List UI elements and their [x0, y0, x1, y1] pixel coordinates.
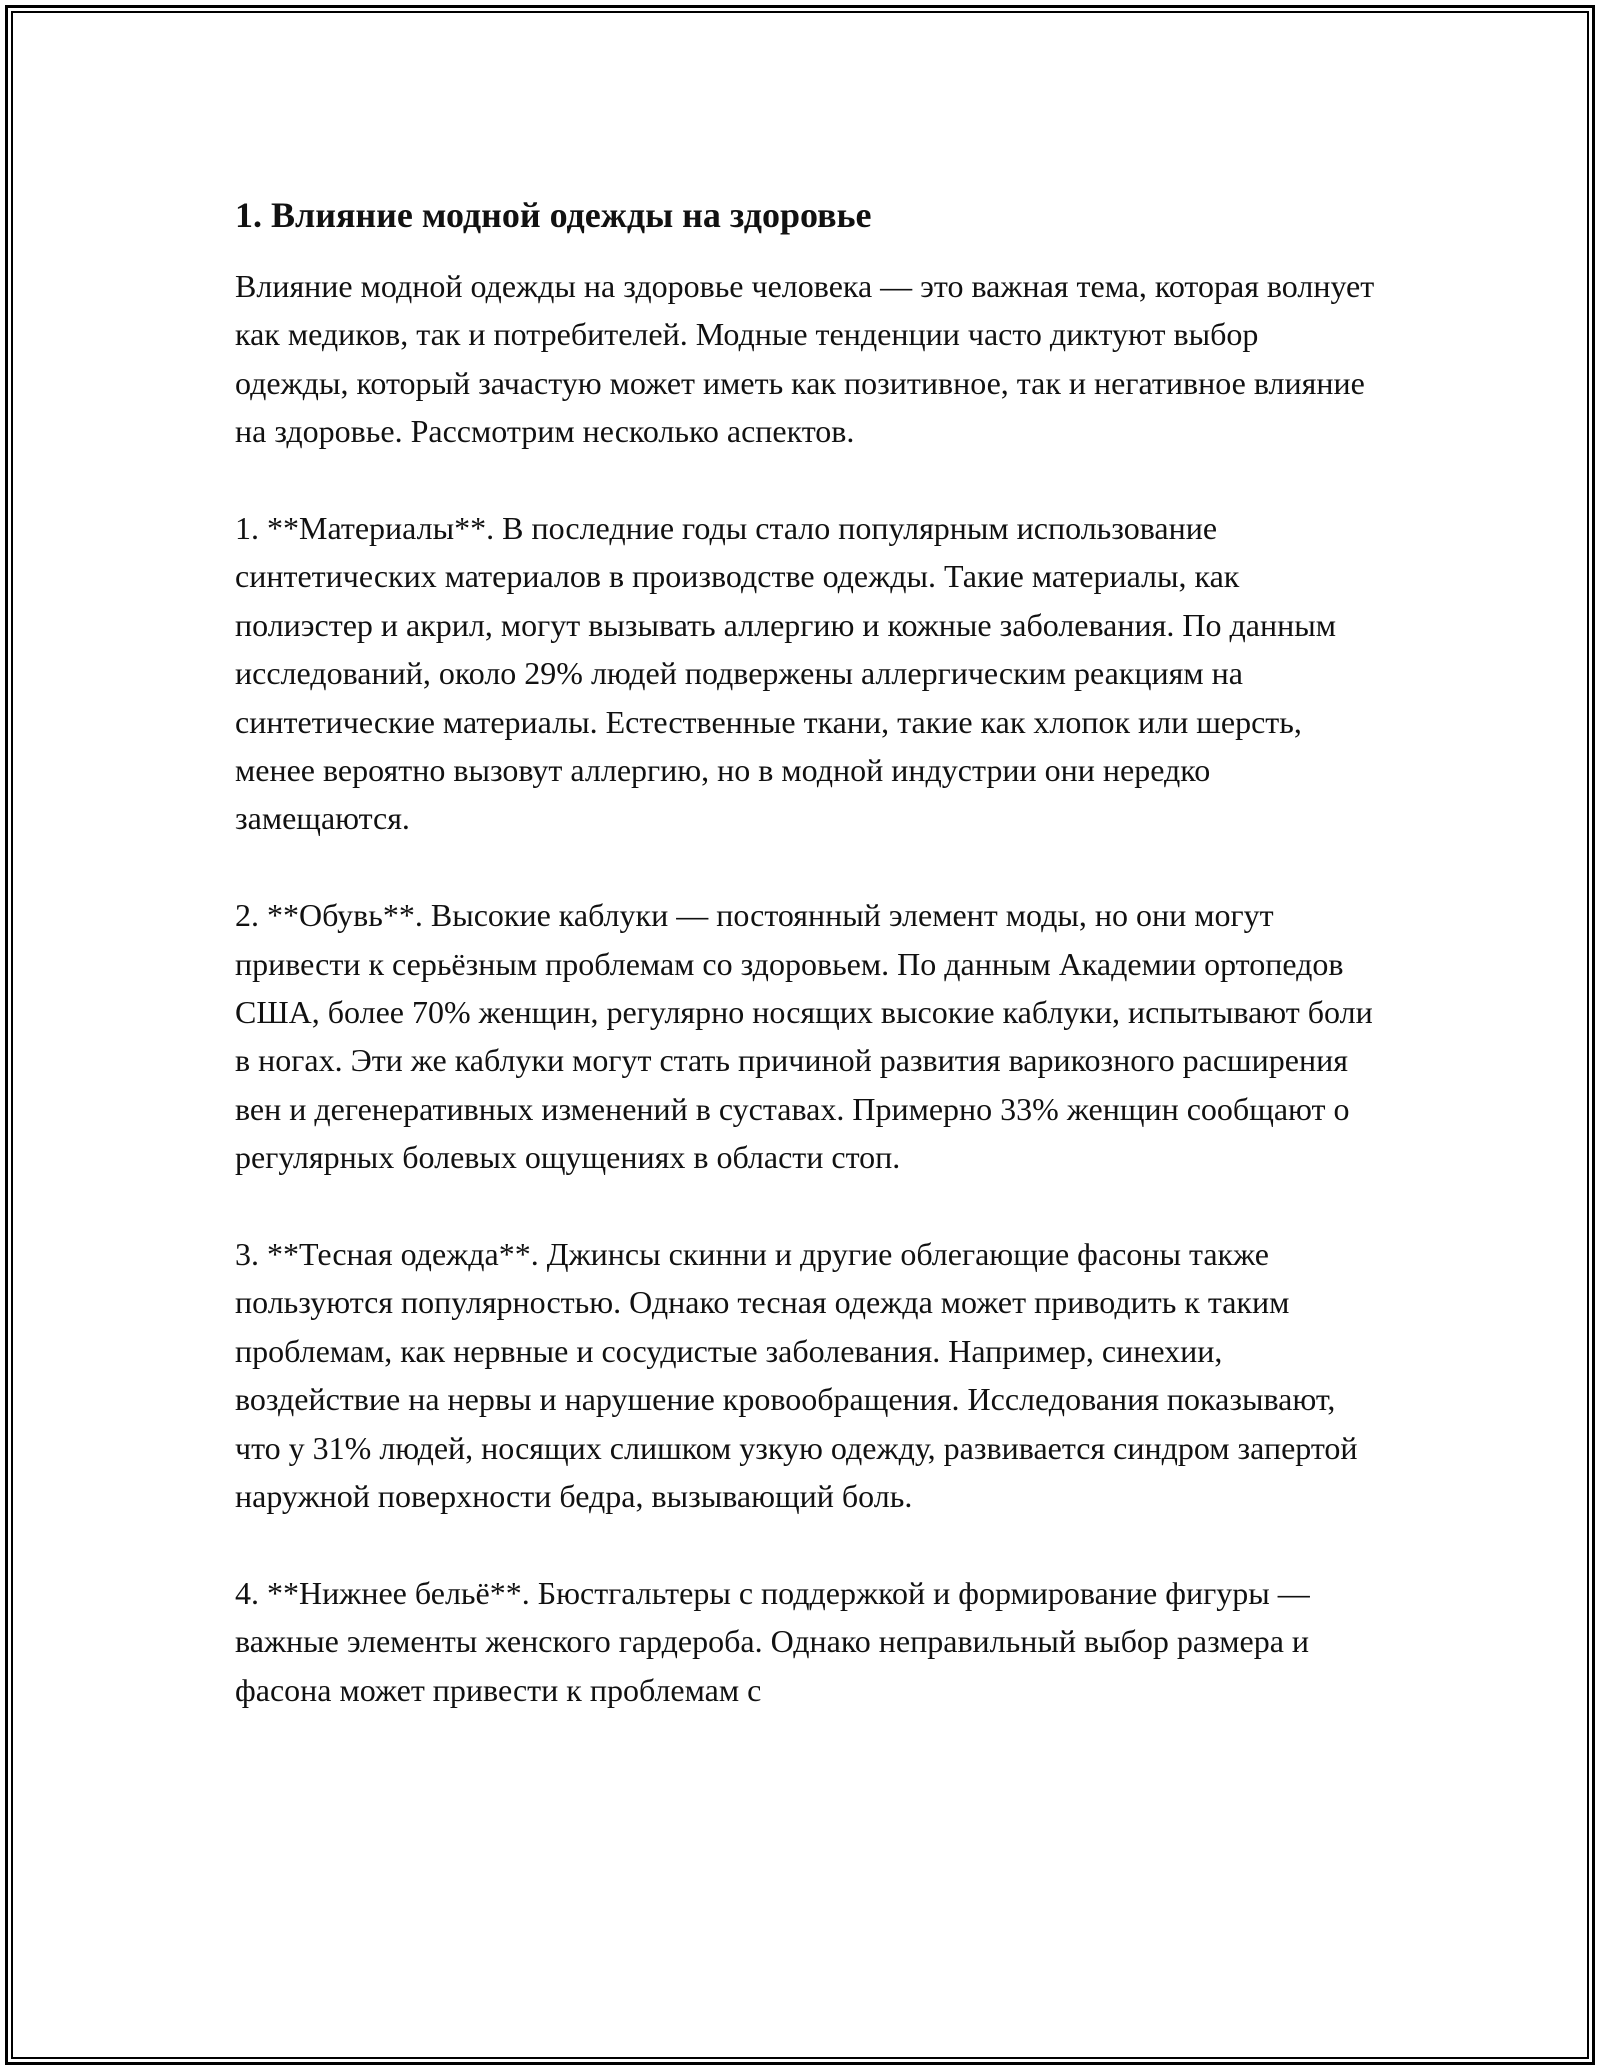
paragraph-underwear: 4. **Нижнее бельё**. Бюстгальтеры с поддержкой и формирование фигуры — важные элементы женского гардероба. Однако неправильный выбор размера и фасона может привести к проблемам с	[235, 1574, 1310, 1708]
intro-paragraph: Влияние модной одежды на здоровье человека — это важная тема, которая волнует как медиков, так и потребителей. Модные тенденции часто диктуют выбор одежды, который зачастую может иметь как позитивное, так и негативное влияние на здоровье. Рассмотрим несколько аспектов.	[235, 268, 1375, 450]
paragraph-footwear: 2. **Обувь**. Высокие каблуки — постоянный элемент моды, но они могут привести к серьёзным проблемам со здоровьем. По данным Академии ортопедов США, более 70% женщин, регулярно носящих высокие каблуки, испытывают боли в ногах. Эти же каблуки могут стать причиной развития варикозного расширения вен и дегенеративных изменений в суставах. Примерно 33% женщин сообщают о регулярных болевых ощущениях в области стоп.	[235, 897, 1373, 1176]
paragraph-materials: 1. **Материалы**. В последние годы стало популярным использование синтетических материалов в производстве одежды. Такие материалы, как полиэстер и акрил, могут вызывать аллергию и кожные заболевания. По данным исследований, около 29% людей подвержены аллергическим реакциям на синтетические материалы. Естественные ткани, такие как хлопок или шерсть, менее вероятно вызовут аллергию, но в модной индустрии они нередко замещаются.	[235, 510, 1336, 837]
paragraph-tight-clothing: 3. **Тесная одежда**. Джинсы скинни и другие облегающие фасоны также пользуются популярностью. Однако тесная одежда может приводить к таким проблемам, как нервные и сосудистые заболевания. Например, синехии, воздействие на нервы и нарушение кровообращения. Исследования показывают, что у 31% людей, носящих слишком узкую одежду, развивается синдром запертой наружной поверхности бедра, вызывающий боль.	[235, 1236, 1358, 1515]
section-heading: 1. Влияние модной одежды на здоровье	[235, 195, 872, 235]
document-body	[235, 191, 1375, 1763]
